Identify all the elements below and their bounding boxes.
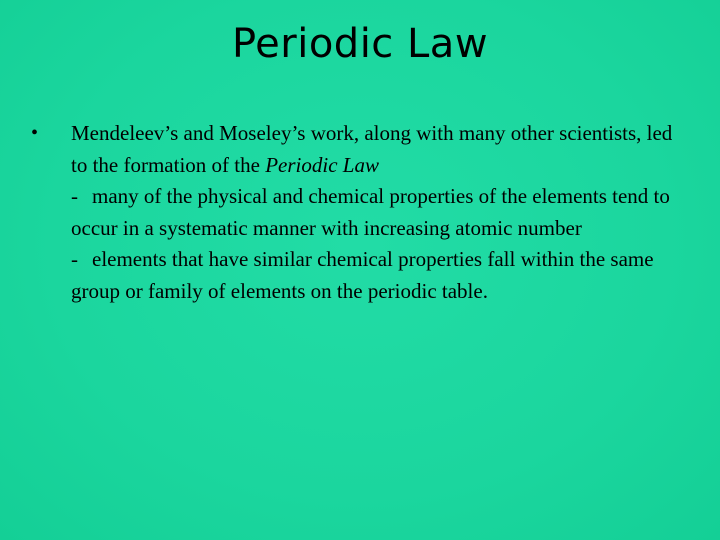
sub-point-2 xyxy=(71,244,680,307)
slide-title: Periodic Law xyxy=(231,21,489,67)
sub-point-1 xyxy=(71,181,680,244)
main-point-text: Mendeleev’s and Moseley’s work, along with many other scientists, led to the formation of the xyxy=(71,121,673,177)
bullet-content xyxy=(71,118,680,307)
bullet-icon: • xyxy=(31,122,39,144)
periodic-law-emphasis: Periodic Law xyxy=(265,152,379,177)
dash-icon: - xyxy=(71,247,78,271)
dash-icon: - xyxy=(71,184,78,208)
sub-point-2-text: elements that have similar chemical properties fall within the same group or family of elements on the periodic table. xyxy=(71,247,654,303)
slide-body xyxy=(30,118,680,307)
sub-point-1-text: many of the physical and chemical properties of the elements tend to occur in a systematic manner with increasing atomic number xyxy=(71,184,670,240)
bullet-item xyxy=(30,118,680,307)
